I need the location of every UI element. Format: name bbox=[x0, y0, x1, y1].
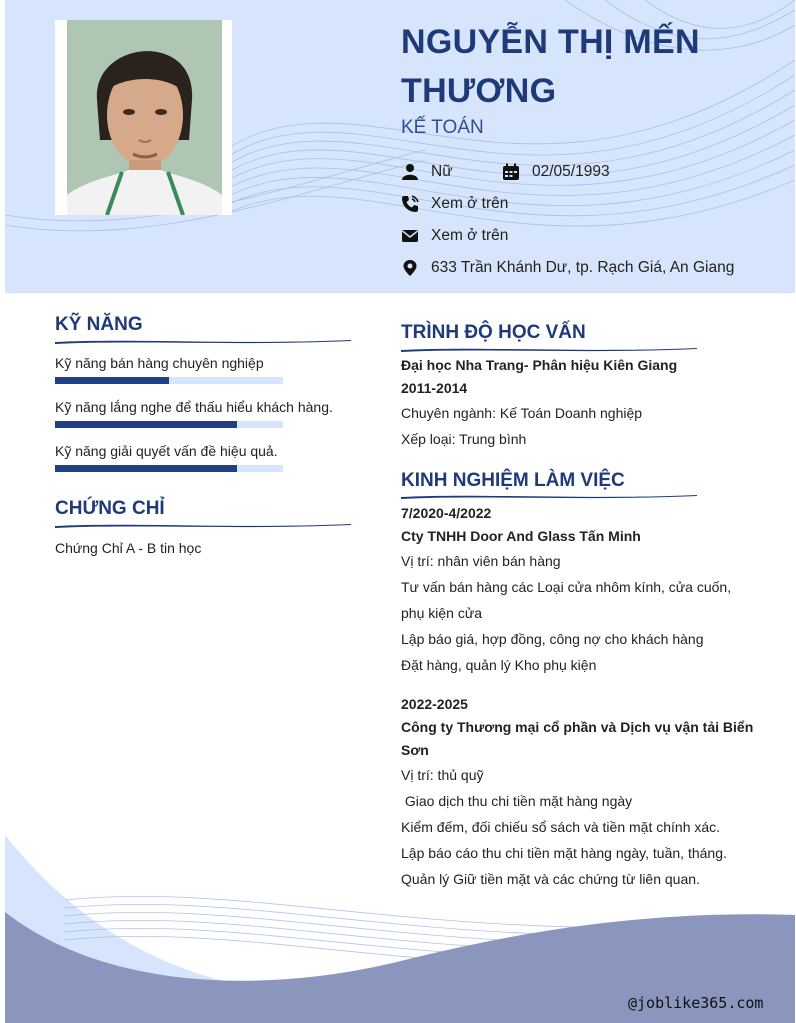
job-line: Lập báo cáo thu chi tiền mặt hàng ngày, tuần, tháng. bbox=[401, 845, 727, 861]
education-grade: Xếp loại: Trung bình bbox=[401, 431, 527, 447]
skill-bar bbox=[55, 465, 283, 472]
experience-title: KINH NGHIỆM LÀM VIỆC bbox=[401, 470, 625, 491]
cv-page bbox=[5, 0, 795, 1023]
certificates-title: CHỨNG CHỈ bbox=[55, 498, 165, 519]
job-line: Vị trí: thủ quỹ bbox=[401, 767, 484, 783]
job-period: 2022-2025 bbox=[401, 696, 468, 712]
education-title: TRÌNH ĐỘ HỌC VẤN bbox=[401, 322, 586, 343]
map-pin-icon bbox=[401, 259, 419, 277]
email-value: Xem ở trên bbox=[431, 227, 509, 244]
skill-bar-fill bbox=[55, 377, 169, 384]
calendar-icon bbox=[502, 163, 520, 181]
profile-photo-frame bbox=[55, 20, 232, 215]
skill-bar-fill bbox=[55, 421, 237, 428]
experience-underline bbox=[401, 491, 697, 501]
address-value: 633 Trần Khánh Dư, tp. Rạch Giá, An Giang bbox=[431, 259, 735, 276]
skills-title: KỸ NĂNG bbox=[55, 314, 143, 335]
envelope-icon bbox=[401, 227, 419, 245]
skill-label: Kỹ năng bán hàng chuyên nghiệp bbox=[55, 355, 264, 371]
job-line: Vị trí: nhân viên bán hàng bbox=[401, 553, 561, 569]
job-title: KẾ TOÁN bbox=[401, 117, 484, 138]
skill-bar bbox=[55, 421, 283, 428]
profile-photo bbox=[67, 20, 222, 215]
watermark: @joblike365.com bbox=[628, 994, 764, 1012]
birthdate-value: 02/05/1993 bbox=[532, 163, 610, 180]
phone-row bbox=[401, 195, 508, 213]
address-row bbox=[401, 259, 734, 277]
birthdate-row bbox=[502, 163, 610, 181]
education-school: Đại học Nha Trang- Phân hiệu Kiên Giang bbox=[401, 357, 678, 373]
candidate-name bbox=[401, 18, 761, 116]
job-line: Lập báo giá, hợp đồng, công nợ cho khách hàng bbox=[401, 631, 704, 647]
skill-label: Kỹ năng giải quyết vấn đề hiệu quả. bbox=[55, 443, 278, 459]
job-company-cont: Sơn bbox=[401, 742, 429, 758]
job-line: phụ kiện cửa bbox=[401, 605, 482, 621]
job-line: Kiểm đếm, đối chiếu sổ sách và tiền mặt chính xác. bbox=[401, 819, 721, 835]
skills-underline bbox=[55, 336, 351, 346]
job-company: Công ty Thương mại cổ phần và Dịch vụ vận tải Biển bbox=[401, 719, 754, 735]
name-line-1: NGUYỄN THỊ MẾN bbox=[401, 23, 700, 61]
phone-icon bbox=[401, 195, 419, 213]
education-underline bbox=[401, 344, 697, 354]
skill-bar-fill bbox=[55, 465, 237, 472]
job-line: Quản lý Giữ tiền mặt và các chứng từ liên quan. bbox=[401, 871, 700, 887]
job-period: 7/2020-4/2022 bbox=[401, 505, 492, 521]
gender-value: Nữ bbox=[431, 163, 453, 180]
certificate-item: Chứng Chỉ A - B tin học bbox=[55, 540, 202, 556]
skill-label: Kỹ năng lắng nghe để thấu hiểu khách hàng. bbox=[55, 399, 333, 415]
certificates-underline bbox=[55, 520, 351, 530]
skill-bar bbox=[55, 377, 283, 384]
person-icon bbox=[401, 163, 419, 181]
email-row bbox=[401, 227, 508, 245]
phone-value: Xem ở trên bbox=[431, 195, 509, 212]
education-period: 2011-2014 bbox=[401, 380, 468, 396]
job-company: Cty TNHH Door And Glass Tấn Minh bbox=[401, 528, 641, 544]
job-line: Tư vấn bán hàng các Loại cửa nhôm kính, cửa cuốn, bbox=[401, 579, 732, 595]
education-major: Chuyên ngành: Kế Toán Doanh nghiệp bbox=[401, 405, 643, 421]
name-line-2: THƯƠNG bbox=[401, 72, 557, 110]
job-line: Giao dịch thu chi tiền mặt hàng ngày bbox=[401, 793, 633, 809]
gender-row bbox=[401, 163, 453, 181]
job-line: Đặt hàng, quản lý Kho phụ kiện bbox=[401, 657, 597, 673]
